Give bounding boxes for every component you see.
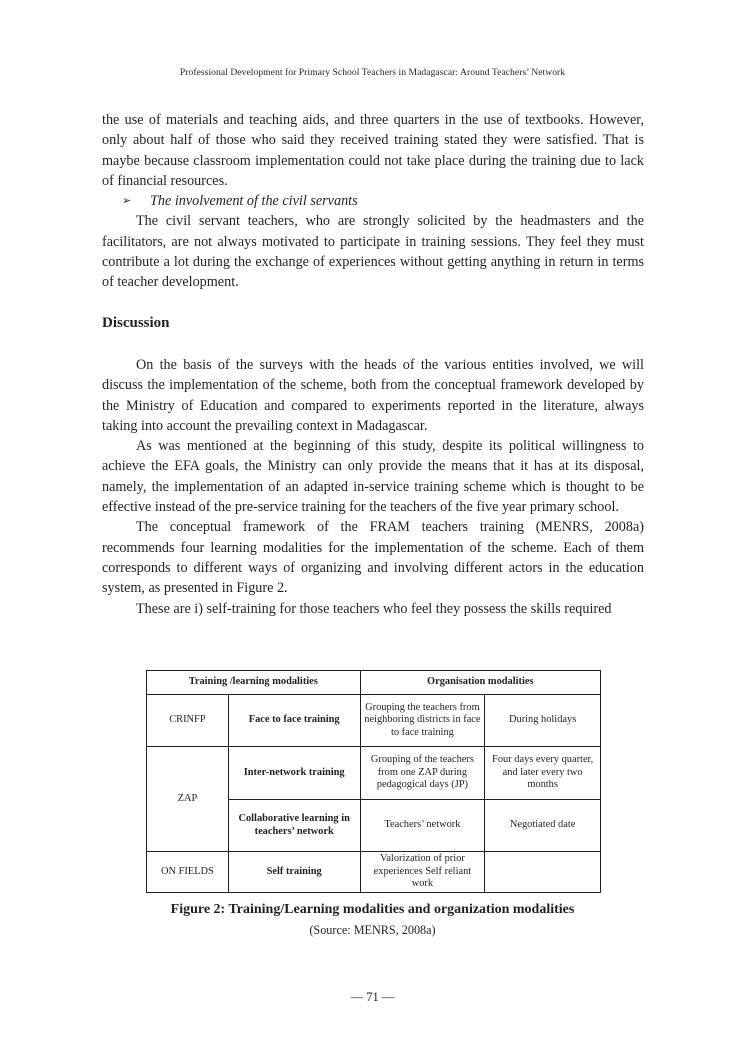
- table-row: [147, 695, 601, 747]
- bullet-heading: [102, 191, 644, 211]
- table-cell-organisation: Grouping of the teachers from one ZAP during pedagogical days (JP): [360, 747, 485, 800]
- table-cell-entity: ON FIELDS: [147, 852, 229, 893]
- figure-source: (Source: MENRS, 2008a): [309, 923, 436, 937]
- bullet-heading-text: The involvement of the civil servants: [150, 193, 358, 210]
- table-cell-timing: Negotiated date: [485, 800, 601, 852]
- table-cell-modality: Self training: [228, 852, 360, 893]
- table-cell-timing: [485, 852, 601, 893]
- page-number: ― 71 ―: [350, 990, 395, 1004]
- table-row: [147, 747, 601, 800]
- table-cell-modality: Face to face training: [228, 695, 360, 747]
- table-cell-modality: Inter-network training: [228, 747, 360, 800]
- table-header-training: Training /learning modalities: [147, 671, 361, 695]
- table-cell-entity: ZAP: [147, 747, 229, 852]
- figure-caption: Figure 2: Training/Learning modalities and organization modalities: [170, 902, 575, 917]
- table-cell-timing: Four days every quarter, and later every two months: [485, 747, 601, 800]
- paragraph-1: the use of materials and teaching aids, and three quarters in the use of textbooks. However, only about half of those who said they received training stated they were satisfied. That is maybe because classroom implementation could not take place during the training due to lack of financial resources.: [102, 112, 644, 189]
- running-header: Professional Development for Primary School Teachers in Madagascar: Around Teachers’ Network: [179, 67, 566, 78]
- table-cell-timing: During holidays: [485, 695, 601, 747]
- table-row: [147, 852, 601, 893]
- arrow-bullet-icon: ➢: [122, 195, 132, 208]
- table-cell-entity: CRINFP: [147, 695, 229, 747]
- table-header-organisation: Organisation modalities: [360, 671, 600, 695]
- table-cell-organisation: Teachers’ network: [360, 800, 485, 852]
- figure-2-table: [146, 670, 601, 893]
- paragraph-6: These are i) self-training for those teachers who feel they possess the skills required: [136, 600, 612, 617]
- table-cell-organisation: Valorization of prior experiences Self reliant work: [360, 852, 485, 893]
- paragraph-2: The civil servant teachers, who are strongly solicited by the headmasters and the facilitators, are not always motivated to participate in training sessions. They feel they must contribute a lot during the exchange of experiences without getting anything in return in terms of teacher development.: [102, 213, 644, 291]
- table-cell-organisation: Grouping the teachers from neighboring districts in face to face training: [360, 695, 485, 747]
- section-heading: Discussion: [102, 314, 170, 331]
- table-cell-modality: Collaborative learning in teachers’ network: [228, 800, 360, 852]
- paragraph-4: As was mentioned at the beginning of this study, despite its political willingness to achieve the EFA goals, the Ministry can only provide the means that it has at its disposal, namely, the implementation of an adapted in-service training scheme which is thought to be effective instead of the pre-service training for the teachers of the five year primary school.: [102, 438, 644, 516]
- paragraph-3: On the basis of the surveys with the heads of the various entities involved, we will discuss the implementation of the scheme, both from the conceptual framework developed by the Ministry of Education and compared to experiments reported in the literature, always taking into account the prevailing context in Madagascar.: [102, 356, 644, 434]
- body-text: [102, 110, 644, 619]
- table-header-row: [147, 671, 601, 695]
- paragraph-5: The conceptual framework of the FRAM teachers training (MENRS, 2008a) recommends four learning modalities for the implementation of the scheme. Each of them corresponds to different ways of organizing and involving different actors in the education system, as presented in Figure 2.: [102, 519, 644, 597]
